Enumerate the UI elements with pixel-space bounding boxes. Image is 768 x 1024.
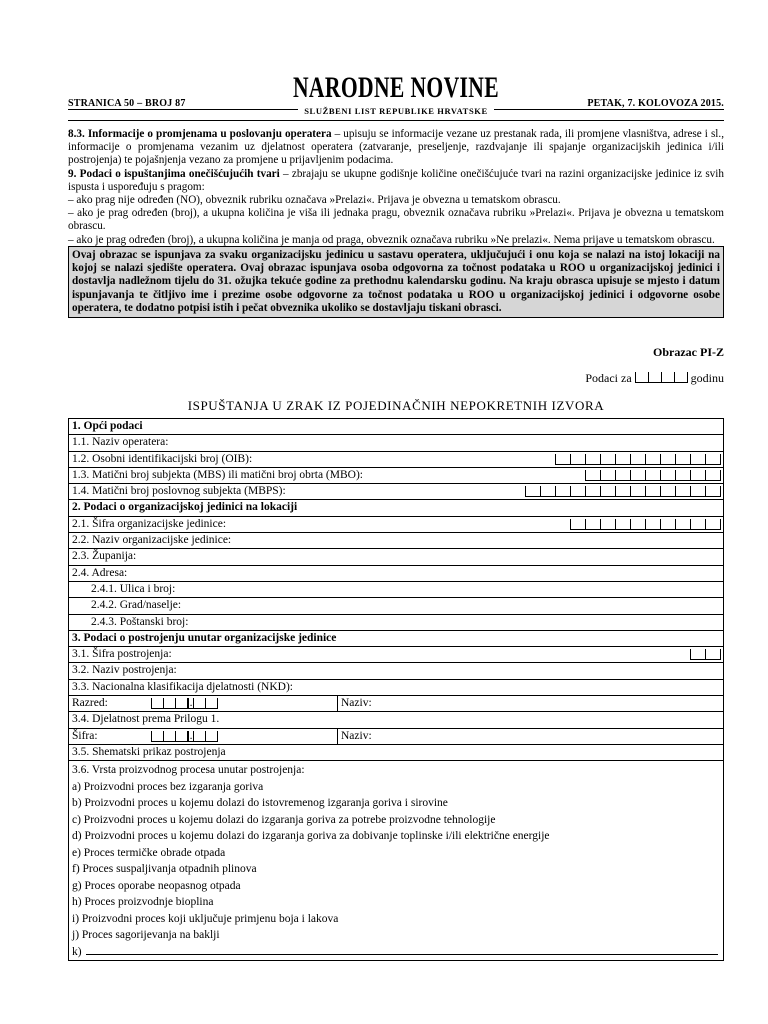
year-input-boxes[interactable] bbox=[635, 371, 688, 386]
mbs-field[interactable] bbox=[69, 468, 723, 484]
instructions-text bbox=[68, 128, 724, 247]
nkd-class-boxes[interactable]: . bbox=[151, 698, 218, 712]
annex-activity-heading: 3.4. Djelatnost prema Prilogu 1. bbox=[69, 712, 723, 728]
plant-schematic-label: 3.5. Shematski prikaz postrojenja bbox=[72, 745, 226, 758]
shaded-note: Ovaj obrazac se ispunjava za svaku organizacijsku jedinicu u sastavu operatera, uključujući i onu koja se nalazi na istoj lokaciji na kojoj se nalazi sjedište operatera. Ovaj obrazac ispunjava osoba odgovorna za točnost podataka u ROO u organizacijskoj jedinici i dostavlja nadležnom tijelu do 31. ožujka tekuće godine za prethodnu kalendarsku godinu. Na kraju obrasca upisuje se mjesto i datum ispunjavanja te čitljivo ime i prezime osobe odgovorne za točnost podataka u ROO u organizacijskoj jedinici i odgovorne osobe operatera, te dodatno potpisi istih i pečat obveznika ukoliko se dostavljaju tiskani obrasci. bbox=[68, 246, 724, 318]
header-rule-left bbox=[68, 109, 298, 110]
process-option[interactable]: d) Proizvodni proces u kojemu dolazi do izgaranja goriva za dobivanje toplinske i/ili električne energije bbox=[72, 830, 550, 843]
process-option[interactable]: e) Proces termičke obrade otpada bbox=[72, 846, 226, 859]
nkd-name-label: Naziv: bbox=[341, 697, 372, 710]
header-rule-right bbox=[494, 109, 724, 110]
plant-schematic-field[interactable] bbox=[69, 745, 723, 761]
nkd-class-label: Razred: bbox=[72, 697, 108, 710]
nkd-class-cell[interactable] bbox=[69, 696, 338, 711]
process-option[interactable]: c) Proizvodni proces u kojemu dolazi do izgaranja goriva za potrebe proizvodne tehnologije bbox=[72, 813, 496, 826]
form-title: ISPUŠTANJA U ZRAK IZ POJEDINAČNIH NEPOKRETNIH IZVORA bbox=[187, 398, 605, 413]
page-header bbox=[68, 72, 724, 122]
section-3-heading: 3. Podaci o postrojenju unutar organizacijske jedinice bbox=[69, 631, 723, 647]
mbps-field[interactable] bbox=[69, 484, 723, 500]
instruction-9-heading: 9. Podaci o ispuštanjima onečišćujućih tvari bbox=[68, 167, 280, 180]
mbs-boxes[interactable] bbox=[585, 470, 721, 484]
postal-code-field[interactable] bbox=[69, 615, 723, 631]
instruction-9 bbox=[68, 168, 724, 194]
process-type-heading: 3.6. Vrsta proizvodnog procesa unutar postrojenja: bbox=[72, 764, 305, 777]
process-type-list bbox=[69, 761, 723, 960]
reporting-year bbox=[585, 371, 724, 386]
newspaper-subtitle: SLUŽBENI LIST REPUBLIKE HRVATSKE bbox=[304, 106, 488, 116]
oib-field[interactable] bbox=[69, 452, 723, 468]
annex-name-label: Naziv: bbox=[341, 729, 372, 742]
issue-date: PETAK, 7. KOLOVOZA 2015. bbox=[587, 98, 724, 109]
street-field[interactable] bbox=[69, 582, 723, 598]
instruction-9-case-1: – ako prag nije određen (NO), obveznik rubriku označava »Prelazi«. Prijava je obvezna u tematskom obrascu. bbox=[68, 194, 561, 207]
process-option[interactable]: h) Proces proizvodnje bioplina bbox=[72, 896, 214, 909]
page-number: STRANICA 50 – BROJ 87 bbox=[68, 98, 186, 109]
nkd-class-row bbox=[69, 696, 723, 712]
org-unit-name-field[interactable] bbox=[69, 533, 723, 549]
oib-label: 1.2. Osobni identifikacijski broj (OIB): bbox=[72, 452, 253, 465]
annex-code-label: Šifra: bbox=[72, 729, 98, 742]
process-option[interactable]: a) Proizvodni proces bez izgaranja goriva bbox=[72, 780, 264, 793]
postal-code-label: 2.4.3. Poštanski broj: bbox=[91, 615, 189, 628]
process-option[interactable]: j) Proces sagorijevanja na baklji bbox=[72, 929, 220, 942]
oib-boxes[interactable] bbox=[555, 454, 721, 468]
process-option-other[interactable] bbox=[72, 944, 720, 961]
annex-name-cell[interactable] bbox=[338, 729, 723, 744]
instruction-9-case-3: – ako je prag određen (broj), a ukupna količina je manja od praga, obveznik označava rubriku »Ne prelazi«. Nema prijave u tematskom obrascu. bbox=[68, 233, 715, 246]
newspaper-title: NARODNE NOVINE bbox=[292, 71, 500, 104]
year-suffix: godinu bbox=[690, 371, 724, 385]
process-option[interactable]: f) Proces suspaljivanja otpadnih plinova bbox=[72, 863, 257, 876]
section-1-heading: 1. Opći podaci bbox=[69, 419, 723, 435]
form-table bbox=[68, 418, 724, 961]
plant-name-field[interactable] bbox=[69, 663, 723, 679]
form-code: Obrazac PI-Z bbox=[653, 345, 724, 359]
plant-code-boxes[interactable] bbox=[690, 649, 721, 663]
plant-code-field[interactable] bbox=[69, 647, 723, 663]
header-rule-bottom bbox=[68, 120, 724, 121]
operator-name-label: 1.1. Naziv operatera: bbox=[72, 436, 169, 449]
annex-code-boxes[interactable]: . bbox=[151, 731, 218, 745]
instruction-8-3 bbox=[68, 128, 724, 168]
instruction-9-body: – zbrajaju se ukupne godišnje količine onečišćujuće tvari na razini organizacijske jedinice iz svih ispusta i uspoređuju s pragom: bbox=[68, 167, 724, 193]
county-field[interactable] bbox=[69, 549, 723, 565]
process-other-line[interactable] bbox=[86, 944, 718, 955]
city-label: 2.4.2. Grad/naselje: bbox=[91, 599, 182, 612]
org-unit-code-field[interactable] bbox=[69, 517, 723, 533]
nkd-heading: 3.3. Nacionalna klasifikacija djelatnosti (NKD): bbox=[69, 680, 723, 696]
process-option[interactable]: g) Proces oporabe neopasnog otpada bbox=[72, 879, 241, 892]
process-option[interactable]: i) Proizvodni proces koji uključuje primjenu boja i lakova bbox=[72, 912, 339, 925]
org-unit-name-label: 2.2. Naziv organizacijske jedinice: bbox=[72, 534, 232, 547]
annex-code-row bbox=[69, 729, 723, 745]
instruction-9-case-2: – ako je prag određen (broj), a ukupna količina je viša ili jednaka pragu, obveznik označava rubriku »Prelazi«. Prijava je obvezna u tematskom obrascu. bbox=[68, 207, 724, 233]
annex-code-cell[interactable] bbox=[69, 729, 338, 744]
street-label: 2.4.1. Ulica i broj: bbox=[91, 582, 176, 595]
org-unit-code-boxes[interactable] bbox=[570, 519, 721, 533]
city-field[interactable] bbox=[69, 598, 723, 614]
operator-name-field[interactable] bbox=[69, 435, 723, 451]
mbs-label: 1.3. Matični broj subjekta (MBS) ili matični broj obrta (MBO): bbox=[72, 468, 363, 481]
address-heading: 2.4. Adresa: bbox=[69, 566, 723, 582]
nkd-name-cell[interactable] bbox=[338, 696, 723, 711]
plant-code-label: 3.1. Šifra postrojenja: bbox=[72, 648, 172, 661]
plant-name-label: 3.2. Naziv postrojenja: bbox=[72, 664, 177, 677]
mbps-boxes[interactable] bbox=[525, 486, 721, 500]
section-2-heading: 2. Podaci o organizacijskoj jedinici na lokaciji bbox=[69, 500, 723, 516]
year-prefix: Podaci za bbox=[585, 371, 632, 385]
county-label: 2.3. Županija: bbox=[72, 550, 137, 563]
instruction-8-3-body: – upisuju se informacije vezane uz prestanak rada, ili promjene vlasništva, adrese i sl., informacije o promjenama vezanim uz djelatnost operatera (zatvaranje, preseljenje, razdvajanje ili spajanje organizacijskih jedinica i/ili postrojenja) te pojašnjenja vezano za promjene u prijavljenim podacima. bbox=[68, 128, 724, 167]
process-other-label: k) bbox=[72, 945, 82, 958]
instruction-8-3-heading: 8.3. Informacije o promjenama u poslovanju operatera bbox=[68, 128, 332, 140]
mbps-label: 1.4. Matični broj poslovnog subjekta (MBPS): bbox=[72, 485, 286, 498]
process-option[interactable]: b) Proizvodni proces u kojemu dolazi do istovremenog izgaranja goriva i sirovine bbox=[72, 797, 448, 810]
org-unit-code-label: 2.1. Šifra organizacijske jedinice: bbox=[72, 517, 227, 530]
